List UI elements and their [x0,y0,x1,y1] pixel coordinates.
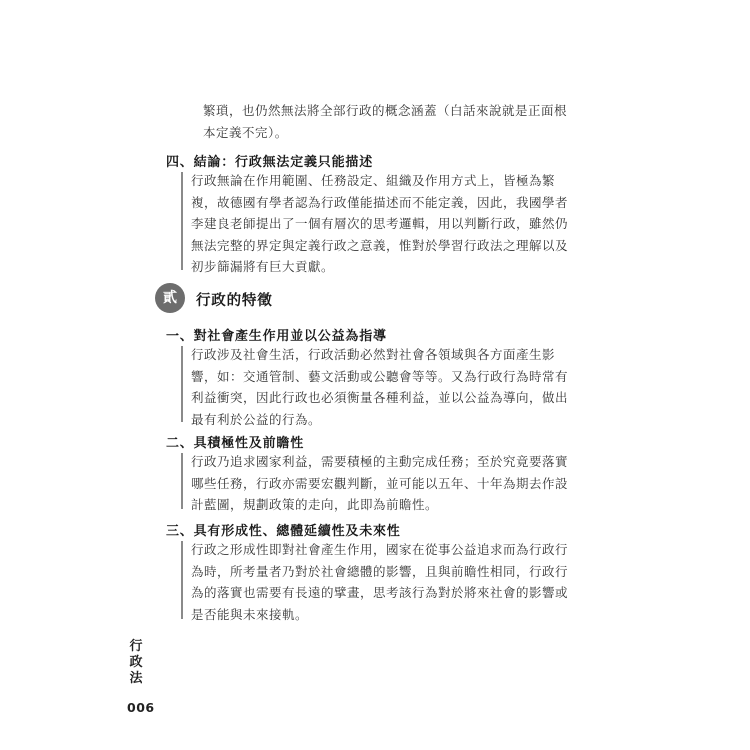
page-number: 006 [127,700,155,715]
section-number-badge: 貳 [155,283,185,313]
text-line: 哪些任務，行政亦需要宏觀判斷，並可能以五年、十年為期去作設 [191,475,569,491]
text-line: 為的落實也需要有長遠的擘畫，思考該行為對於將來社會的影響或 [191,585,569,600]
text-line: 繁瑣，也仍然無法將全部行政的概念涵蓋（白話來說就是正面根 [203,103,568,118]
text-line: 複，故德國有學者認為行政僅能描述而不能定義，因此，我國學者 [191,194,569,210]
text-line: 是否能與未來接軌。 [191,606,309,622]
feature-paragraph [191,451,568,516]
text-line: 行政無論在作用範圍、任務設定、組織及作用方式上，皆極為繁 [191,173,556,188]
conclusion-heading: 四、結論：行政無法定義只能描述 [166,155,374,170]
text-line: 行政乃追求國家利益，需要積極的主動完成任務；至於究竟要落實 [191,454,569,469]
feature-paragraph [191,344,568,430]
title-char: 行 [129,639,143,654]
feature-heading: 一、對社會產生作用並以公益為指導 [166,329,387,344]
text-line: 李建良老師提出了一個有層次的思考邏輯，用以判斷行政，雖然仍 [191,216,569,231]
title-char: 政 [129,655,143,670]
paragraph-bar [181,541,183,619]
paragraph-bar [181,346,183,422]
text-line: 初步篩漏將有巨大貢獻。 [191,259,335,274]
text-line: 行政涉及社會生活，行政活動必然對社會各領域與各方面產生影 [191,347,556,362]
title-char: 法 [129,671,143,686]
intro-paragraph [203,100,567,143]
feature-heading: 二、具積極性及前瞻性 [166,436,305,451]
text-line: 最有利於公益的行為。 [191,411,322,427]
text-line: 本定義不完）。 [203,124,288,140]
text-line: 行政之形成性即對社會產生作用，國家在從事公益追求而為行政行 [191,542,569,557]
conclusion-paragraph [191,170,568,278]
feature-heading: 三、具有形成性、總體延續性及未來性 [166,524,401,539]
section-title: 行政的特徵 [196,293,273,309]
text-line: 無法完整的界定與定義行政之意義，惟對於學習行政法之理解以及 [191,237,569,253]
text-line: 為時，所考量者乃對於社會總體的影響，且與前瞻性相同，行政行 [191,563,569,579]
feature-paragraph [191,539,568,625]
paragraph-bar [181,172,183,270]
text-line: 利益衝突，因此行政也必須衡量各種利益，並以公益為導向，做出 [191,390,569,405]
text-line: 計藍圖，規劃政策的走向，此即為前瞻性。 [191,497,439,512]
book-title-vertical [128,639,144,687]
text-line: 響，如：交通管制、藝文活動或公聽會等等。又為行政行為時常有 [191,368,569,384]
paragraph-bar [181,453,183,509]
